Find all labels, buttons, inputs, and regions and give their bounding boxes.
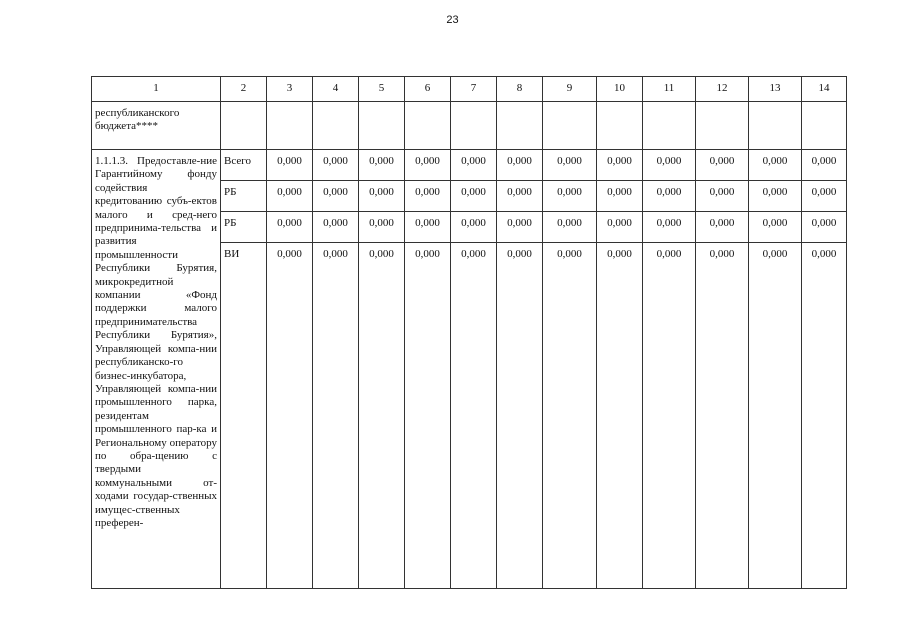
value-cell: 0,000 xyxy=(696,212,749,243)
column-header: 4 xyxy=(313,77,359,102)
value-cell: 0,000 xyxy=(497,212,543,243)
value-cell: 0,000 xyxy=(749,243,802,589)
column-header: 1 xyxy=(92,77,221,102)
column-header: 3 xyxy=(267,77,313,102)
value-cell: 0,000 xyxy=(543,181,597,212)
value-cell: 0,000 xyxy=(696,181,749,212)
value-cell: 0,000 xyxy=(802,150,847,181)
table-row xyxy=(92,150,847,181)
value-cell: 0,000 xyxy=(359,181,405,212)
value-cell: 0,000 xyxy=(696,150,749,181)
column-header: 11 xyxy=(643,77,696,102)
value-cell: 0,000 xyxy=(451,212,497,243)
item-text: 1.1.1.3. Предоставле-ние Гарантийному фонду содействия кредитованию субъ-ектов малого и сред-него предпринима-тельства и развития промышленности Республики Бурятия, микрокредитной компании «Фонд поддержки малого предпринимательства Республики Бурятия», Управляющей компа-нии республиканско-го бизнес-инкубатора, Управляющей компа-нии промышленного парка, резидентам промышленного пар-ка и Региональному оператору по обра-щению с твердыми коммунальными от-ходами государ-ственных имущес-ственных преферен- xyxy=(95,155,217,529)
page-number: 23 xyxy=(446,14,459,26)
value-cell: 0,000 xyxy=(405,243,451,589)
value-cell: 0,000 xyxy=(451,243,497,589)
column-header: 10 xyxy=(597,77,643,102)
value-cell: 0,000 xyxy=(696,243,749,589)
value-cell: 0,000 xyxy=(497,243,543,589)
value-cell: 0,000 xyxy=(359,243,405,589)
continuation-row xyxy=(92,102,847,150)
value-cell: 0,000 xyxy=(359,212,405,243)
column-header: 13 xyxy=(749,77,802,102)
value-cell: 0,000 xyxy=(313,181,359,212)
funding-source: РБ xyxy=(221,181,267,212)
value-cell: 0,000 xyxy=(643,181,696,212)
value-cell: 0,000 xyxy=(643,243,696,589)
budget-table xyxy=(91,76,847,589)
value-cell: 0,000 xyxy=(749,181,802,212)
continuation-text: республиканского бюджета**** xyxy=(92,102,221,150)
column-header: 7 xyxy=(451,77,497,102)
column-header: 6 xyxy=(405,77,451,102)
value-cell: 0,000 xyxy=(405,150,451,181)
value-cell: 0,000 xyxy=(451,181,497,212)
column-header: 9 xyxy=(543,77,597,102)
value-cell: 0,000 xyxy=(543,243,597,589)
funding-source: ВИ xyxy=(221,243,267,589)
value-cell: 0,000 xyxy=(497,181,543,212)
value-cell: 0,000 xyxy=(405,181,451,212)
value-cell: 0,000 xyxy=(267,150,313,181)
value-cell: 0,000 xyxy=(313,212,359,243)
value-cell: 0,000 xyxy=(643,150,696,181)
value-cell: 0,000 xyxy=(543,212,597,243)
value-cell: 0,000 xyxy=(597,212,643,243)
value-cell: 0,000 xyxy=(451,150,497,181)
value-cell: 0,000 xyxy=(597,243,643,589)
funding-source: РБ xyxy=(221,212,267,243)
item-description xyxy=(92,150,221,589)
value-cell: 0,000 xyxy=(267,181,313,212)
value-cell: 0,000 xyxy=(643,212,696,243)
column-header: 12 xyxy=(696,77,749,102)
value-cell: 0,000 xyxy=(802,212,847,243)
value-cell: 0,000 xyxy=(313,243,359,589)
value-cell: 0,000 xyxy=(749,212,802,243)
funding-source: Всего xyxy=(221,150,267,181)
value-cell: 0,000 xyxy=(359,150,405,181)
column-header: 2 xyxy=(221,77,267,102)
value-cell: 0,000 xyxy=(749,150,802,181)
column-header: 8 xyxy=(497,77,543,102)
value-cell: 0,000 xyxy=(405,212,451,243)
column-header: 5 xyxy=(359,77,405,102)
column-header: 14 xyxy=(802,77,847,102)
value-cell: 0,000 xyxy=(597,181,643,212)
value-cell: 0,000 xyxy=(267,243,313,589)
value-cell: 0,000 xyxy=(497,150,543,181)
value-cell: 0,000 xyxy=(543,150,597,181)
value-cell: 0,000 xyxy=(802,243,847,589)
column-number-row xyxy=(92,77,847,102)
value-cell: 0,000 xyxy=(802,181,847,212)
value-cell: 0,000 xyxy=(597,150,643,181)
value-cell: 0,000 xyxy=(313,150,359,181)
value-cell: 0,000 xyxy=(267,212,313,243)
